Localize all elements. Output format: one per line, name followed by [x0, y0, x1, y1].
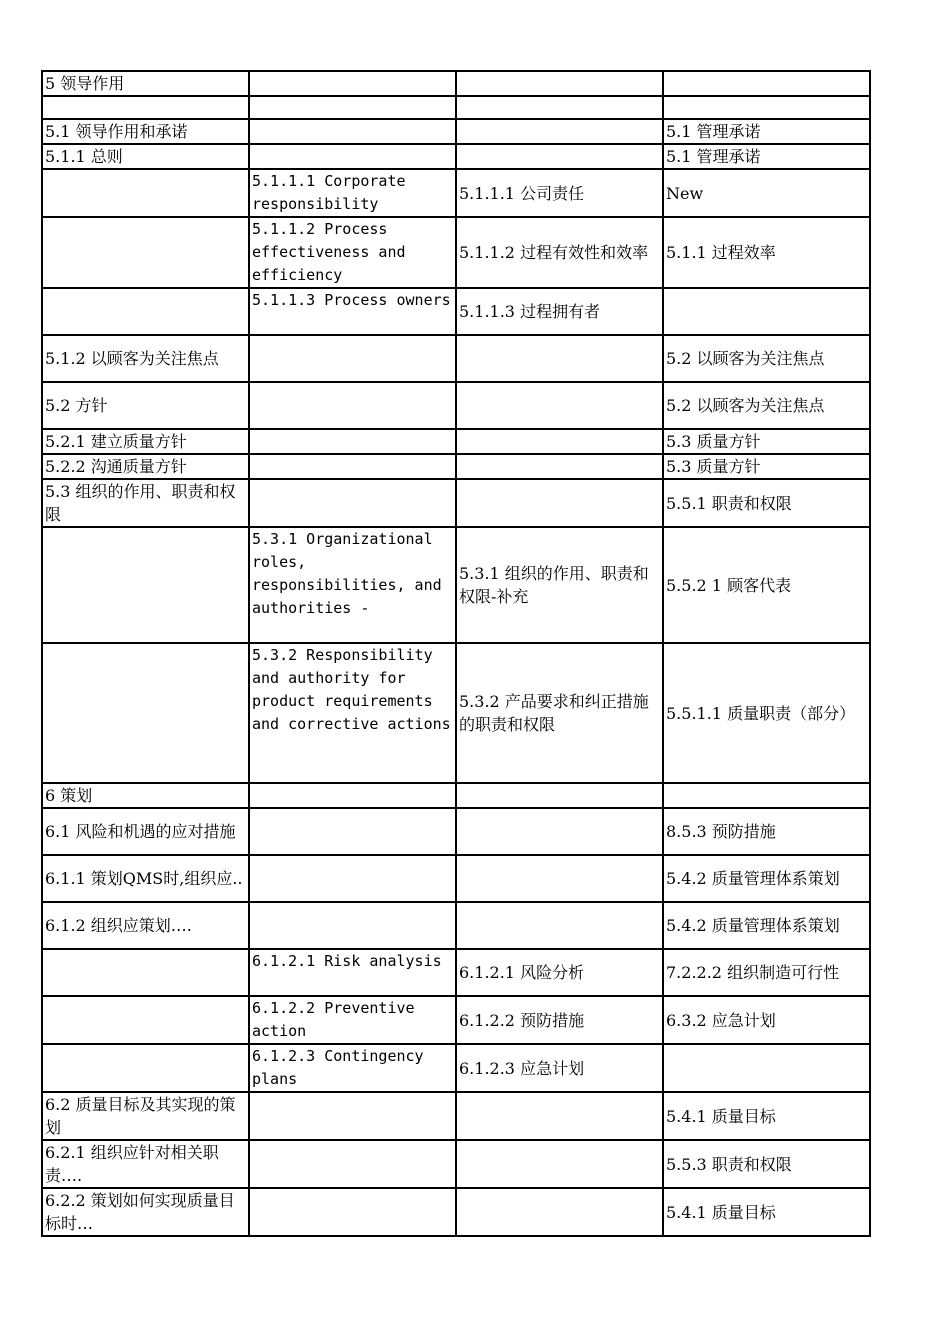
cell-col3	[456, 1188, 663, 1236]
cell-col3	[456, 96, 663, 119]
cell-col4: 5.4.1 质量目标	[663, 1188, 870, 1236]
table-row	[42, 288, 870, 335]
table-row	[42, 527, 870, 643]
cell-col1	[42, 288, 249, 335]
cell-col1: 6.2 质量目标及其实现的策划	[42, 1092, 249, 1140]
table-row	[42, 808, 870, 855]
cell-col2	[249, 479, 456, 527]
cell-col1	[42, 643, 249, 783]
cell-col3: 5.3.2 产品要求和纠正措施的职责和权限	[456, 643, 663, 783]
cell-col4	[663, 288, 870, 335]
cell-col1	[42, 169, 249, 217]
table-row	[42, 949, 870, 996]
cell-col1	[42, 217, 249, 288]
cell-col4: 5.3 质量方针	[663, 429, 870, 454]
table-row	[42, 119, 870, 144]
cell-col3	[456, 382, 663, 429]
cell-col4: 5.1.1 过程效率	[663, 217, 870, 288]
table-row	[42, 643, 870, 783]
cell-col4: 5.5.2 1 顾客代表	[663, 527, 870, 643]
cell-col4	[663, 1044, 870, 1092]
cell-col3: 6.1.2.3 应急计划	[456, 1044, 663, 1092]
cell-col3	[456, 144, 663, 169]
cell-col4: 5.1 管理承诺	[663, 144, 870, 169]
cell-col4: 7.2.2.2 组织制造可行性	[663, 949, 870, 996]
table-row	[42, 335, 870, 382]
cell-col3	[456, 1092, 663, 1140]
cell-col2: 5.1.1.3 Process owners	[249, 288, 456, 335]
cell-col3	[456, 808, 663, 855]
table-row	[42, 1092, 870, 1140]
cell-col1: 6.1 风险和机遇的应对措施	[42, 808, 249, 855]
cell-col1: 5.2 方针	[42, 382, 249, 429]
cell-col2	[249, 96, 456, 119]
table-row	[42, 382, 870, 429]
table-row	[42, 71, 870, 96]
cross-reference-table	[41, 70, 871, 1237]
table-row	[42, 479, 870, 527]
cell-col4: 5.5.3 职责和权限	[663, 1140, 870, 1188]
cell-col4: 8.5.3 预防措施	[663, 808, 870, 855]
cell-col1: 5 领导作用	[42, 71, 249, 96]
cell-col2	[249, 1092, 456, 1140]
cell-col2	[249, 783, 456, 808]
cell-col2	[249, 429, 456, 454]
cell-col3	[456, 454, 663, 479]
cell-col3	[456, 855, 663, 902]
cell-col1: 5.1 领导作用和承诺	[42, 119, 249, 144]
cell-col3: 6.1.2.2 预防措施	[456, 996, 663, 1044]
cell-col3: 5.1.1.3 过程拥有者	[456, 288, 663, 335]
cell-col1: 6.2.2 策划如何实现质量目标时…	[42, 1188, 249, 1236]
table-row	[42, 1140, 870, 1188]
cell-col2	[249, 1188, 456, 1236]
cell-col1	[42, 527, 249, 643]
cell-col4: 5.4.2 质量管理体系策划	[663, 902, 870, 949]
cell-col3	[456, 71, 663, 96]
cell-col1	[42, 949, 249, 996]
cell-col3: 5.1.1.1 公司责任	[456, 169, 663, 217]
cell-col2: 5.3.1 Organizational roles, responsibilities, and authorities -	[249, 527, 456, 643]
cell-col4: 5.5.1.1 质量职责（部分）	[663, 643, 870, 783]
cell-col4: 6.3.2 应急计划	[663, 996, 870, 1044]
cell-col3	[456, 783, 663, 808]
cell-col3	[456, 1140, 663, 1188]
cell-col2: 6.1.2.1 Risk analysis	[249, 949, 456, 996]
cell-col3: 6.1.2.1 风险分析	[456, 949, 663, 996]
table-row	[42, 429, 870, 454]
cell-col4: 5.4.1 质量目标	[663, 1092, 870, 1140]
cell-col2: 6.1.2.2 Preventive action	[249, 996, 456, 1044]
table-row	[42, 1044, 870, 1092]
table-row	[42, 1188, 870, 1236]
cell-col1: 6.1.1 策划QMS时,组织应..	[42, 855, 249, 902]
table-row	[42, 217, 870, 288]
cell-col3	[456, 429, 663, 454]
cell-col3	[456, 119, 663, 144]
cell-col4: 5.4.2 质量管理体系策划	[663, 855, 870, 902]
cell-col2: 5.1.1.2 Process effectiveness and efficiency	[249, 217, 456, 288]
cell-col4: 5.5.1 职责和权限	[663, 479, 870, 527]
cell-col2	[249, 119, 456, 144]
cell-col4: 5.3 质量方针	[663, 454, 870, 479]
cell-col2	[249, 335, 456, 382]
cell-col3	[456, 479, 663, 527]
table-row	[42, 783, 870, 808]
cell-col3: 5.1.1.2 过程有效性和效率	[456, 217, 663, 288]
table-row	[42, 454, 870, 479]
cell-col4: 5.1 管理承诺	[663, 119, 870, 144]
cell-col2	[249, 902, 456, 949]
cell-col1	[42, 96, 249, 119]
cell-col2	[249, 144, 456, 169]
cell-col1: 5.3 组织的作用、职责和权限	[42, 479, 249, 527]
cell-col4	[663, 96, 870, 119]
cell-col1	[42, 996, 249, 1044]
table-row	[42, 855, 870, 902]
cell-col2	[249, 71, 456, 96]
cell-col2: 5.3.2 Responsibility and authority for product requirements and corrective actions	[249, 643, 456, 783]
cell-col1: 5.2.2 沟通质量方针	[42, 454, 249, 479]
cell-col2	[249, 454, 456, 479]
cell-col4: 5.2 以顾客为关注焦点	[663, 335, 870, 382]
cell-col4	[663, 71, 870, 96]
cell-col2	[249, 808, 456, 855]
table-row	[42, 996, 870, 1044]
cell-col1	[42, 1044, 249, 1092]
cell-col3	[456, 902, 663, 949]
cell-col4: 5.2 以顾客为关注焦点	[663, 382, 870, 429]
cell-col1: 6.2.1 组织应针对相关职责….	[42, 1140, 249, 1188]
cell-col3: 5.3.1 组织的作用、职责和权限-补充	[456, 527, 663, 643]
table-row	[42, 169, 870, 217]
cell-col3	[456, 335, 663, 382]
cell-col2	[249, 1140, 456, 1188]
cell-col1: 6 策划	[42, 783, 249, 808]
cell-col2	[249, 382, 456, 429]
cell-col1: 5.2.1 建立质量方针	[42, 429, 249, 454]
cell-col2: 6.1.2.3 Contingency plans	[249, 1044, 456, 1092]
cell-col4: New	[663, 169, 870, 217]
cell-col2	[249, 855, 456, 902]
table-row	[42, 96, 870, 119]
cell-col1: 5.1.1 总则	[42, 144, 249, 169]
cell-col1: 6.1.2 组织应策划….	[42, 902, 249, 949]
table-row	[42, 144, 870, 169]
cell-col2: 5.1.1.1 Corporate responsibility	[249, 169, 456, 217]
cell-col4	[663, 783, 870, 808]
table-row	[42, 902, 870, 949]
cell-col1: 5.1.2 以顾客为关注焦点	[42, 335, 249, 382]
